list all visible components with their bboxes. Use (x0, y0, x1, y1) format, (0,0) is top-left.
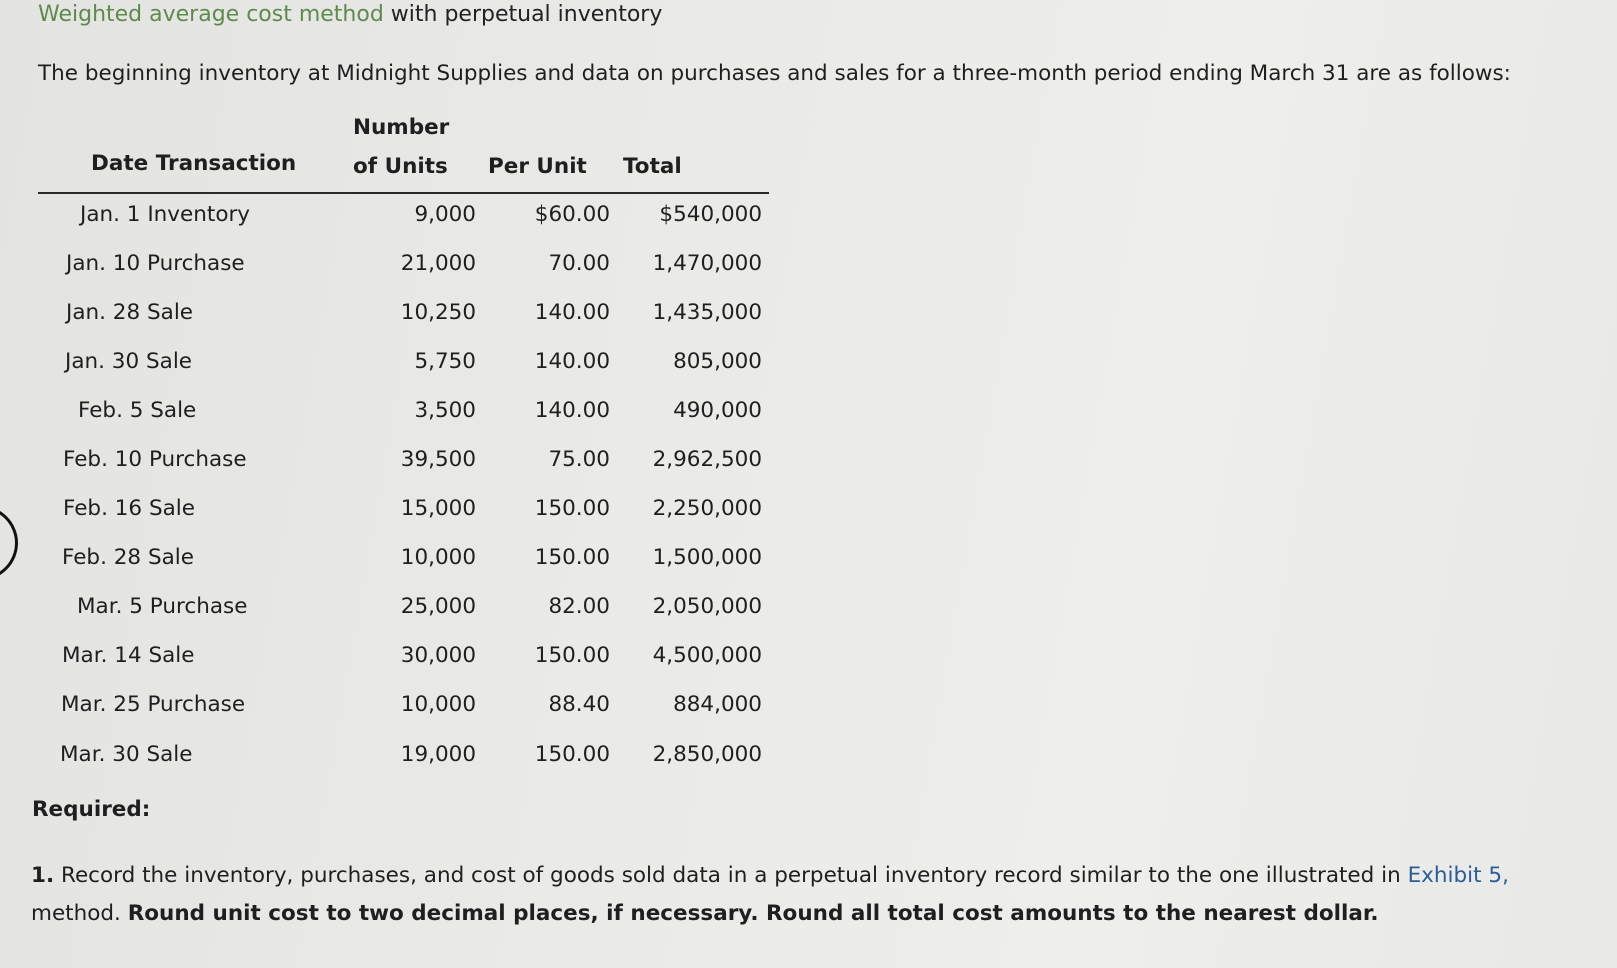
table-row (0, 349, 800, 381)
row-date-transaction: Feb. 5 Sale (78, 398, 197, 423)
row-units: 30,000 (400, 643, 476, 668)
row-date-transaction: Mar. 14 Sale (62, 643, 195, 668)
row-date-transaction: Mar. 5 Purchase (77, 594, 248, 619)
row-per-unit: 82.00 (548, 594, 610, 619)
row-total: 884,000 (673, 692, 762, 717)
header-units-line2: of Units (353, 154, 448, 179)
table-row (0, 692, 800, 724)
row-per-unit: 150.00 (534, 643, 610, 668)
row-per-unit: 150.00 (534, 496, 610, 521)
row-per-unit: 150.00 (534, 545, 610, 570)
row-units: 5,750 (414, 349, 476, 374)
row-date-transaction: Jan. 30 Sale (65, 349, 193, 374)
table-row (0, 742, 800, 774)
requirement-text: Record the inventory, purchases, and cost of goods sold data in a perpetual inventory record similar to the one illustrated in (60, 863, 1401, 888)
row-per-unit: $60.00 (534, 202, 610, 227)
heading-subtitle: with perpetual inventory (390, 2, 663, 27)
table-row (0, 251, 800, 283)
header-rule (38, 192, 769, 194)
row-total: 490,000 (673, 398, 762, 423)
header-units-line1: Number (353, 115, 450, 140)
row-units: 39,500 (400, 447, 476, 472)
row-units: 19,000 (400, 742, 476, 767)
row-per-unit: 70.00 (548, 251, 610, 276)
requirement-text-cont: method. (31, 901, 121, 926)
row-date-transaction: Mar. 30 Sale (60, 742, 193, 767)
row-per-unit: 140.00 (534, 398, 610, 423)
row-total: 1,500,000 (652, 545, 762, 570)
row-units: 3,500 (414, 398, 476, 423)
row-units: 10,000 (400, 692, 476, 717)
table-row (0, 643, 800, 675)
requirement-1-line2 (31, 895, 1509, 933)
intro-paragraph: The beginning inventory at Midnight Supplies and data on purchases and sales for a three-month period ending March 31 are as follows: (38, 61, 1511, 86)
row-units: 9,000 (414, 202, 476, 227)
row-units: 25,000 (400, 594, 476, 619)
row-date-transaction: Jan. 28 Sale (66, 300, 194, 325)
row-total: 4,500,000 (652, 643, 762, 668)
row-total: 1,435,000 (652, 300, 762, 325)
row-total: 1,470,000 (652, 251, 762, 276)
table-row (0, 545, 800, 577)
row-per-unit: 140.00 (534, 300, 610, 325)
row-per-unit: 150.00 (534, 742, 610, 767)
heading-method: Weighted average cost method (38, 2, 384, 27)
row-date-transaction: Feb. 10 Purchase (63, 447, 247, 472)
header-per-unit: Per Unit (488, 154, 587, 179)
requirement-rounding-note: Round unit cost to two decimal places, if necessary. Round all total cost amounts to the nearest dollar. (127, 901, 1379, 926)
row-date-transaction: Jan. 10 Purchase (66, 251, 245, 276)
row-date-transaction: Mar. 25 Purchase (61, 692, 246, 717)
row-date-transaction: Feb. 16 Sale (63, 496, 195, 521)
table-row (0, 447, 800, 479)
row-units: 15,000 (400, 496, 476, 521)
row-total: 2,050,000 (652, 594, 762, 619)
row-total: 2,250,000 (652, 496, 762, 521)
row-units: 10,250 (400, 300, 476, 325)
row-per-unit: 88.40 (548, 692, 610, 717)
table-row (0, 398, 800, 430)
row-per-unit: 75.00 (548, 447, 610, 472)
header-total: Total (623, 154, 682, 179)
table-row (0, 594, 800, 626)
row-total: $540,000 (659, 202, 762, 227)
exhibit-link[interactable]: Exhibit 5, (1407, 863, 1509, 888)
page-heading (38, 2, 662, 27)
requirement-number: 1. (31, 863, 55, 888)
requirement-1 (31, 857, 1509, 933)
table-row (0, 496, 800, 528)
row-date-transaction: Feb. 28 Sale (62, 545, 194, 570)
row-total: 2,850,000 (652, 742, 762, 767)
row-per-unit: 140.00 (534, 349, 610, 374)
row-units: 21,000 (400, 251, 476, 276)
row-units: 10,000 (400, 545, 476, 570)
requirement-1-line1 (31, 857, 1509, 895)
table-row (0, 202, 800, 234)
row-date-transaction: Jan. 1 Inventory (80, 202, 251, 227)
table-row (0, 300, 800, 332)
row-total: 2,962,500 (652, 447, 762, 472)
row-total: 805,000 (673, 349, 762, 374)
required-label: Required: (32, 797, 151, 822)
header-date-transaction: Date Transaction (91, 151, 297, 176)
